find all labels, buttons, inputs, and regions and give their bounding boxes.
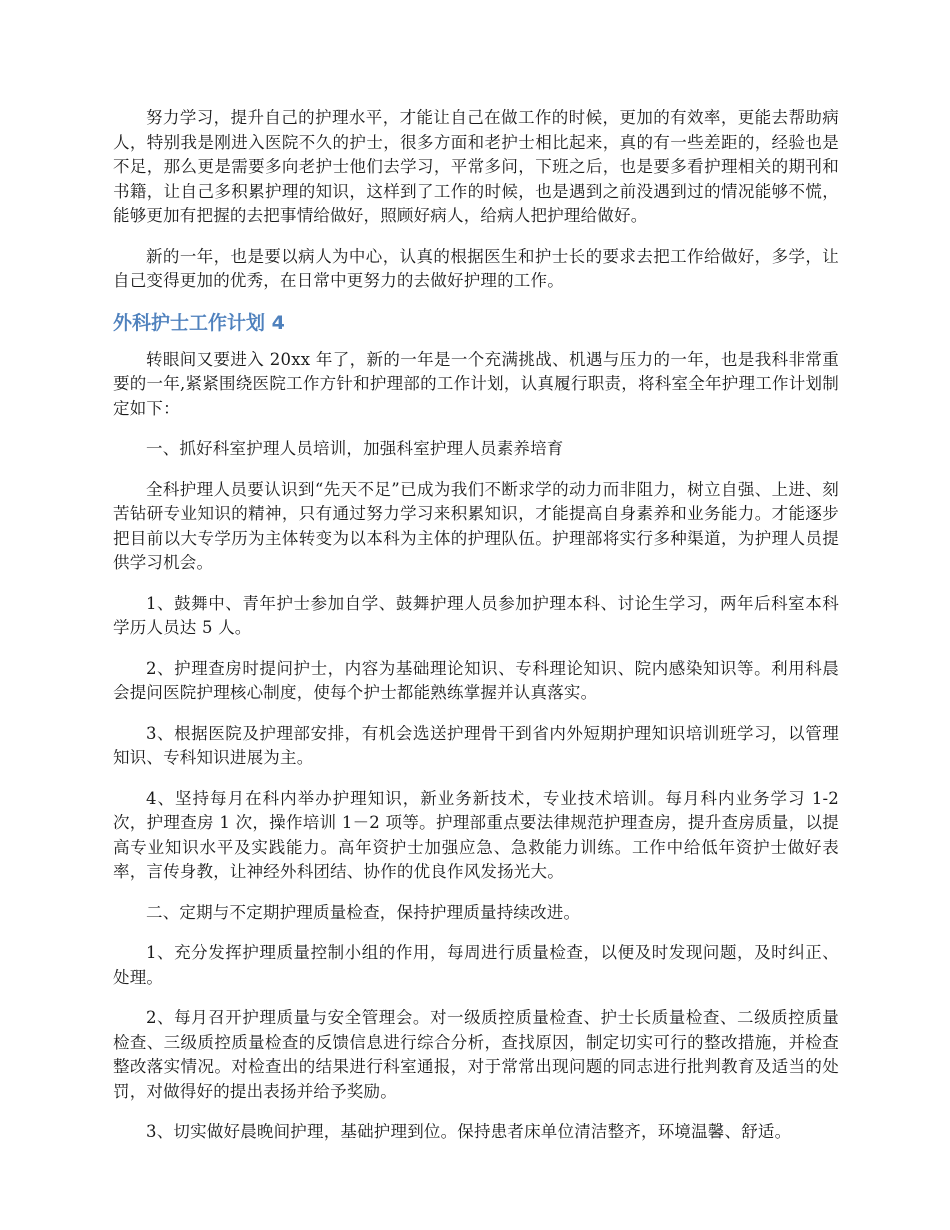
section-heading: 外科护士工作计划 4 [113, 311, 285, 334]
list-item: 3、切实做好晨晚间护理，基础护理到位。保持患者床单位清洁整齐，环境温馨、舒适。 [146, 1122, 792, 1141]
document-page [113, 106, 839, 1161]
body-paragraph: 全科护理人员要认识到“先天不足”已成为我们不断求学的动力而非阻力，树立自强、上进、刻苦钻研专业知识的精神，只有通过努力学习来积累知识，才能提高自身素养和业务能力。才能逐步把目前以大专学历为主体转变为以本科为主体的护理队伍。护理部将实行多种渠道，为护理人员提供学习机会。 [113, 479, 839, 572]
subsection-title: 一、抓好科室护理人员培训，加强科室护理人员素养培育 [146, 439, 564, 458]
body-paragraph: 新的一年，也是要以病人为中心，认真的根据医生和护士长的要求去把工作给做好，多学，让自己变得更加的优秀，在日常中更努力的去做好护理的工作。 [113, 246, 839, 290]
list-item: 1、鼓舞中、青年护士参加自学、鼓舞护理人员参加护理本科、讨论生学习，两年后科室本科学历人员达 5 人。 [113, 593, 839, 637]
subsection-title: 二、定期与不定期护理质量检查，保持护理质量持续改进。 [146, 902, 581, 922]
list-item: 2、每月召开护理质量与安全管理会。对一级质控质量检查、护士长质量检查、二级质控质量检查、三级质控质量检查的反馈信息进行综合分析，查找原因，制定切实可行的整改措施，并检查整改落实情况。对检查出的结果进行科室通报，对于常常出现问题的同志进行批判教育及适当的处罚，对做得好的提出表扬并给予奖励。 [113, 1008, 839, 1101]
list-item: 3、根据医院及护理部安排，有机会选送护理骨干到省内外短期护理知识培训班学习，以管理知识、专科知识进展为主。 [113, 723, 839, 767]
body-paragraph: 转眼间又要进入 20xx 年了，新的一年是一个充满挑战、机遇与压力的一年，也是我科非常重要的一年,紧紧围绕医院工作方针和护理部的工作计划，认真履行职责，将科室全年护理工作计划制定如下： [113, 349, 839, 418]
list-item: 1、充分发挥护理质量控制小组的作用，每周进行质量检查，以便及时发现问题，及时纠正、处理。 [113, 943, 839, 987]
body-paragraph: 努力学习，提升自己的护理水平，才能让自己在做工作的时候，更加的有效率，更能去帮助病人，特别我是刚进入医院不久的护士，很多方面和老护士相比起来，真的有一些差距的，经验也是不足，那么更是需要多向老护士他们去学习，平常多问，下班之后，也是要多看护理相关的期刊和书籍，让自己多积累护理的知识，这样到了工作的时候，也是遇到之前没遇到过的情况能够不慌，能够更加有把握的去把事情给做好，照顾好病人，给病人把护理给做好。 [113, 108, 839, 225]
list-item: 4、坚持每月在科内举办护理知识，新业务新技术，专业技术培训。每月科内业务学习 1-2 次，护理查房 1 次，操作培训 1－2 项等。护理部重点要法律规范护理查房，提升查房质量，以提高专业知识水平及实践能力。高年资护士加强应急、急救能力训练。工作中给低年资护士做好表率，言传身教，让神经外科团结、协作的优良作风发扬光大。 [113, 788, 839, 881]
list-item: 2、护理查房时提问护士，内容为基础理论知识、专科理论知识、院内感染知识等。利用科晨会提问医院护理核心制度，使每个护士都能熟练掌握并认真落实。 [113, 658, 839, 702]
